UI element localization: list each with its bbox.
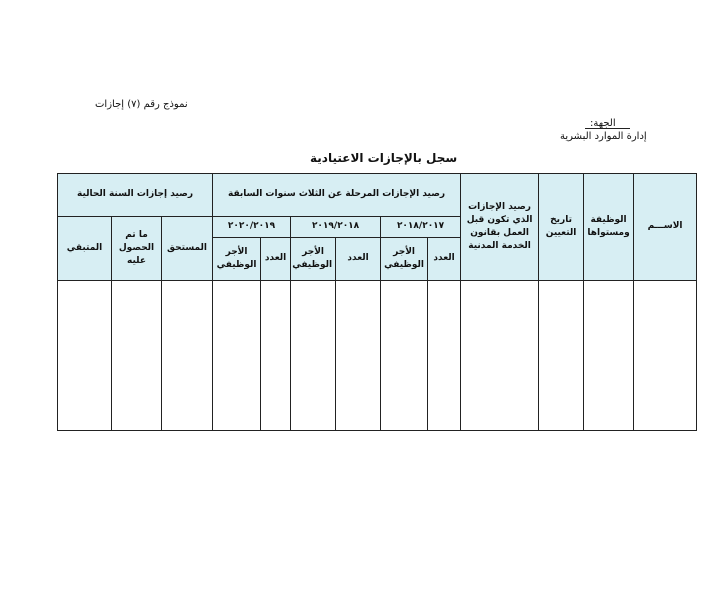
cell-wage-2018[interactable] [291,281,336,431]
header-taken: ما تم الحصول عليه [112,217,162,281]
header-balance-before-law: رصيد الإجازات الذي تكون قبل العمل بقانون الخدمة المدنية [461,174,539,281]
document-title: سجل بالإجازات الاعتيادية [310,151,458,165]
header-carried-balance: رصيد الإجازات المرحلة عن الثلاث سنوات السابقة [213,174,461,217]
header-year-2018-2019: ٢٠١٩/٢٠١٨ [291,217,381,238]
cell-balance-before-law[interactable] [461,281,539,431]
entity-fill-line [585,128,630,129]
header-name: الاســـم [634,174,697,281]
header-appointment-date: تاريخ التعيين [539,174,584,281]
header-year-2017-2018: ٢٠١٨/٢٠١٧ [381,217,461,238]
cell-name[interactable] [634,281,697,431]
cell-appointment-date[interactable] [539,281,584,431]
header-remaining: المتبقي [58,217,112,281]
header-job: الوظيفة ومستواها [584,174,634,281]
leave-register-table [57,173,697,431]
cell-due[interactable] [162,281,213,431]
header-wage-2017: الأجر الوظيفي [381,238,428,281]
header-wage-2018: الأجر الوظيفي [291,238,336,281]
header-current-year-balance: رصيد إجازات السنة الحالية [58,174,213,217]
header-count-2019: العدد [261,238,291,281]
cell-remaining[interactable] [58,281,112,431]
cell-wage-2017[interactable] [381,281,428,431]
cell-job[interactable] [584,281,634,431]
cell-wage-2019[interactable] [213,281,261,431]
cell-count-2019[interactable] [261,281,291,431]
cell-count-2017[interactable] [428,281,461,431]
form-number: نموذج رقم (٧) إجازات [95,99,188,110]
header-year-2019-2020: ٢٠٢٠/٢٠١٩ [213,217,291,238]
header-count-2018: العدد [336,238,381,281]
table-row [58,281,697,431]
header-count-2017: العدد [428,238,461,281]
cell-taken[interactable] [112,281,162,431]
header-wage-2019: الأجر الوظيفي [213,238,261,281]
cell-count-2018[interactable] [336,281,381,431]
header-due: المستحق [162,217,213,281]
entity-label: الجهة: [590,118,616,129]
department-label: إدارة الموارد البشرية [560,131,647,142]
